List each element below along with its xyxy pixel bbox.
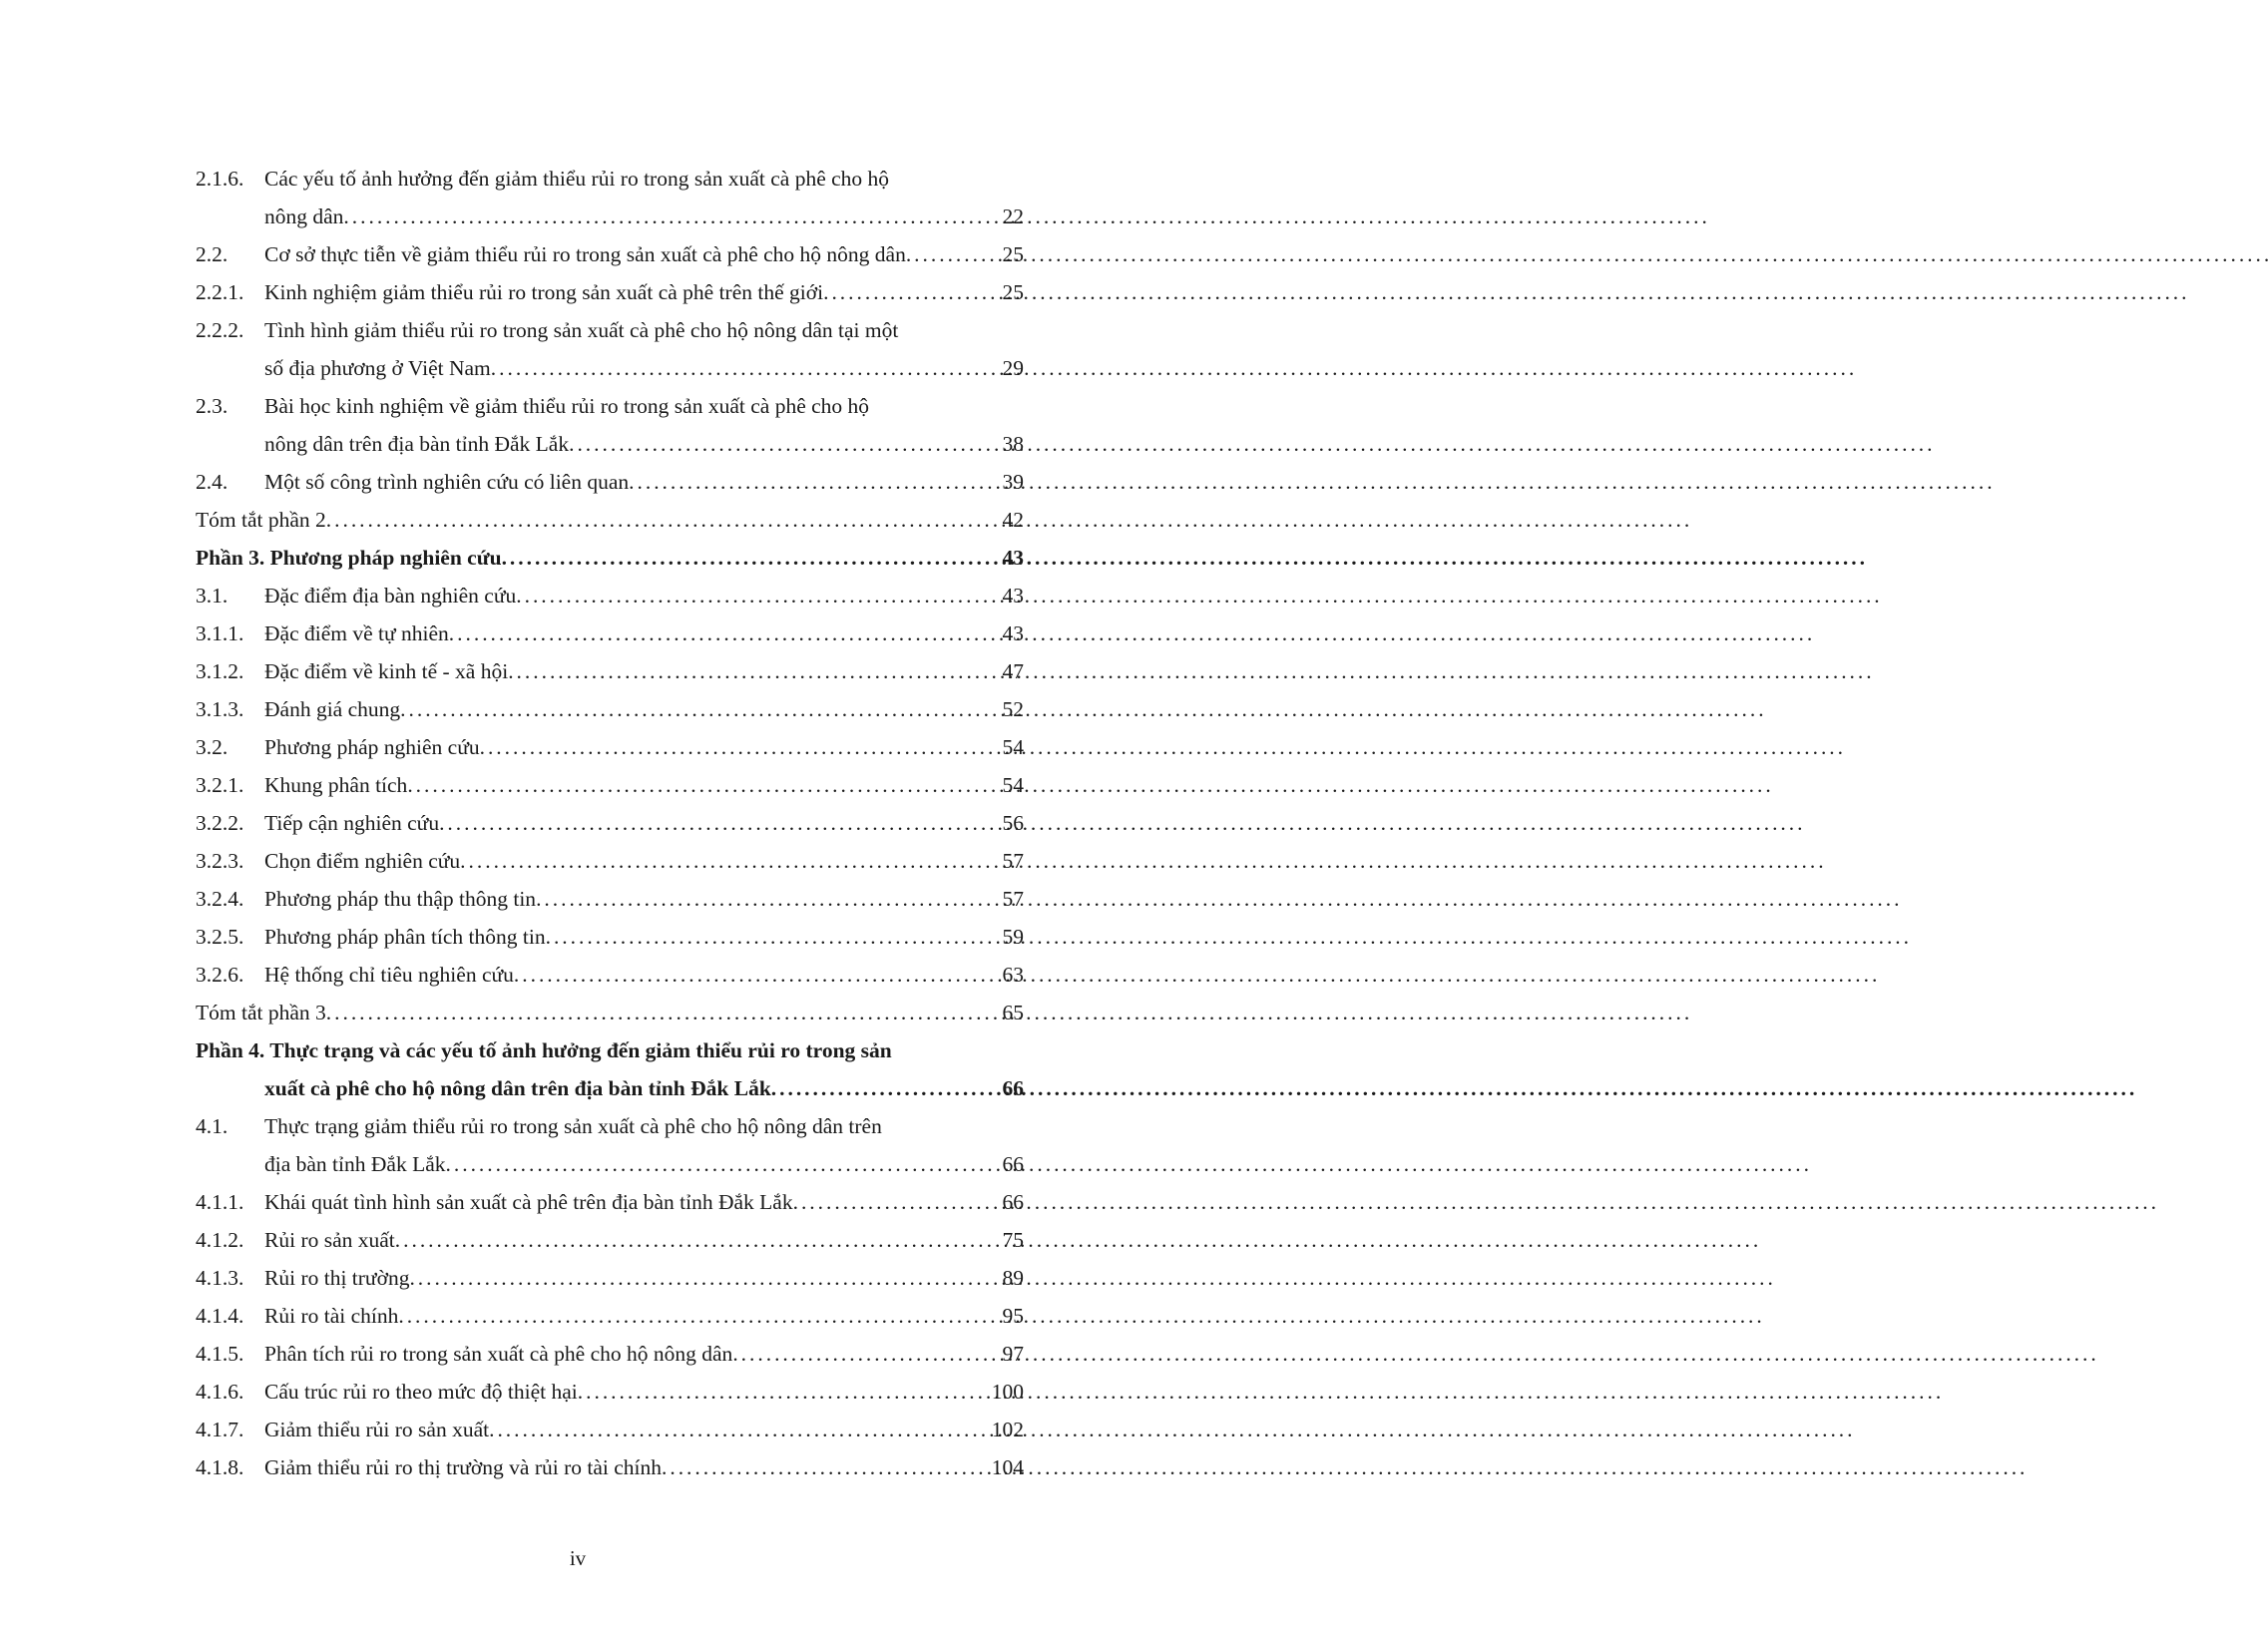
toc-entry-title: Giảm thiểu rủi ro sản xuất xyxy=(264,1418,490,1441)
toc-entry[interactable] xyxy=(196,918,1024,956)
toc-entry-title: Khung phân tích xyxy=(264,773,408,797)
dot-leader xyxy=(569,425,1000,463)
toc-entry[interactable] xyxy=(196,1373,1024,1411)
dot-leader xyxy=(793,1183,1001,1221)
toc-entry-page: 66 xyxy=(1002,1076,1024,1100)
dot-leader xyxy=(409,1259,1000,1297)
toc-entry[interactable] xyxy=(196,387,1024,463)
toc-entry-title: Tình hình giảm thiểu rủi ro trong sản xuất cà phê cho hộ nông dân tại một xyxy=(264,318,899,342)
toc-entry[interactable] xyxy=(196,311,1024,387)
toc-entry-title: Một số công trình nghiên cứu có liên quan xyxy=(264,470,630,494)
dot-leader xyxy=(514,956,1001,994)
toc-entry-number: 3.2. xyxy=(196,735,228,759)
dot-leader xyxy=(439,804,1000,842)
toc-entry-title: Hệ thống chỉ tiêu nghiên cứu xyxy=(264,963,514,987)
toc-entry-number: 4.1.8. xyxy=(196,1455,244,1479)
toc-entry-title: Đặc điểm địa bàn nghiên cứu xyxy=(264,584,517,608)
toc-entry-title: Tiếp cận nghiên cứu xyxy=(264,811,440,835)
toc-entry[interactable] xyxy=(196,1448,1024,1486)
toc-entry-title: Cơ sở thực tiễn về giảm thiểu rủi ro trong sản xuất cà phê cho hộ nông dân xyxy=(264,242,906,266)
toc-entry[interactable] xyxy=(196,1335,1024,1373)
toc-entry-page: 29 xyxy=(1002,356,1024,380)
toc-entry-title: Đặc điểm về tự nhiên xyxy=(264,621,449,645)
toc-entry-page: 100 xyxy=(991,1380,1024,1404)
toc-entry-number: 3.2.4. xyxy=(196,887,244,911)
toc-entry-title: Khái quát tình hình sản xuất cà phê trên địa bàn tỉnh Đắk Lắk xyxy=(264,1190,793,1214)
dot-leader xyxy=(906,235,1001,273)
dot-leader xyxy=(398,1297,1000,1335)
toc-entry-number: 3.1. xyxy=(196,584,228,608)
toc-entry-title: Rủi ro sản xuất xyxy=(264,1228,395,1252)
toc-entry-number: 4.1.2. xyxy=(196,1228,244,1252)
toc-entry-title: Rủi ro thị trường xyxy=(264,1266,410,1290)
toc-entry-page: 42 xyxy=(1002,508,1024,532)
toc-entry-page: 25 xyxy=(1002,280,1024,304)
toc-entry-title: Cấu trúc rủi ro theo mức độ thiệt hại xyxy=(264,1380,578,1404)
toc-entry-number: 4.1.5. xyxy=(196,1342,244,1366)
toc-entry-title: xuất cà phê cho hộ nông dân trên địa bàn tỉnh Đắk Lắk xyxy=(264,1076,771,1100)
toc-entry-title: Chọn điểm nghiên cứu xyxy=(264,849,461,873)
toc-entry[interactable] xyxy=(196,614,1024,652)
toc-entry-title: Phương pháp thu thập thông tin xyxy=(264,887,537,911)
toc-entry[interactable] xyxy=(196,1411,1024,1448)
toc-entry-page: 63 xyxy=(1002,963,1024,987)
toc-entry-title: Các yếu tố ảnh hưởng đến giảm thiểu rủi ro trong sản xuất cà phê cho hộ xyxy=(264,167,890,191)
toc-entry-number: 3.2.3. xyxy=(196,849,244,873)
dot-leader xyxy=(502,539,1001,577)
toc-entry-number: 4.1. xyxy=(196,1114,228,1138)
toc-entry[interactable] xyxy=(196,1031,1024,1107)
toc-entry[interactable] xyxy=(196,956,1024,994)
dot-leader xyxy=(446,1145,1001,1183)
toc-entry-page: 22 xyxy=(1002,204,1024,228)
dot-leader xyxy=(823,273,1000,311)
toc-entry[interactable] xyxy=(196,690,1024,728)
toc-entry-page: 66 xyxy=(1002,1152,1024,1176)
toc-entry-title: Phương pháp nghiên cứu xyxy=(264,735,480,759)
toc-entry-number: 3.2.5. xyxy=(196,925,244,949)
toc-entry-number: 3.1.3. xyxy=(196,697,244,721)
toc-entry[interactable] xyxy=(196,652,1024,690)
toc-entry-page: 89 xyxy=(1002,1266,1024,1290)
page-number: iv xyxy=(569,1546,587,1570)
toc-entry-page: 57 xyxy=(1002,849,1024,873)
dot-leader xyxy=(400,690,1000,728)
toc-entry-number: 2.3. xyxy=(196,394,228,418)
toc-entry-number: 2.4. xyxy=(196,470,228,494)
toc-entry-title: Phần 4. Thực trạng và các yếu tố ảnh hưởng đến giảm thiểu rủi ro trong sản xyxy=(196,1038,892,1062)
dot-leader xyxy=(449,614,1001,652)
toc-entry-title: Kinh nghiệm giảm thiểu rủi ro trong sản xuất cà phê trên thế giới xyxy=(264,280,824,304)
toc-entry-title: Rủi ro tài chính xyxy=(264,1304,399,1328)
toc-entry-page: 43 xyxy=(1002,621,1024,645)
dot-leader xyxy=(489,1411,990,1448)
toc-entry[interactable] xyxy=(196,273,1024,311)
toc-entry-number: 4.1.4. xyxy=(196,1304,244,1328)
toc-entry-page: 52 xyxy=(1002,697,1024,721)
toc-entry[interactable] xyxy=(196,842,1024,880)
dot-leader xyxy=(326,994,1001,1031)
toc-entry[interactable] xyxy=(196,766,1024,804)
toc-entry-number: 2.2.1. xyxy=(196,280,244,304)
dot-leader xyxy=(407,766,1000,804)
toc-entry[interactable] xyxy=(196,160,1024,235)
toc-entry-page: 65 xyxy=(1002,1001,1024,1024)
toc-entry[interactable] xyxy=(196,539,1024,577)
toc-entry-title: Phần 3. Phương pháp nghiên cứu xyxy=(196,546,502,570)
toc-entry-page: 57 xyxy=(1002,887,1024,911)
toc-entry-page: 56 xyxy=(1002,811,1024,835)
table-of-contents xyxy=(196,160,1024,1486)
toc-entry-page: 75 xyxy=(1002,1228,1024,1252)
dot-leader xyxy=(516,577,1000,614)
toc-entry-title: Tóm tắt phần 3 xyxy=(196,1001,326,1024)
toc-entry-page: 39 xyxy=(1002,470,1024,494)
toc-entry-page: 102 xyxy=(991,1418,1024,1441)
toc-entry-page: 43 xyxy=(1002,584,1024,608)
toc-entry-number: 4.1.1. xyxy=(196,1190,244,1214)
toc-entry-number: 4.1.6. xyxy=(196,1380,244,1404)
toc-entry-page: 54 xyxy=(1002,773,1024,797)
toc-entry-title: Phân tích rủi ro trong sản xuất cà phê cho hộ nông dân xyxy=(264,1342,733,1366)
toc-entry-number: 2.1.6. xyxy=(196,167,244,191)
toc-entry-title: Tóm tắt phần 2 xyxy=(196,508,326,532)
dot-leader xyxy=(732,1335,1000,1373)
dot-leader xyxy=(508,652,1000,690)
toc-entry-page: 47 xyxy=(1002,659,1024,683)
toc-entry-number: 2.2. xyxy=(196,242,228,266)
dot-leader xyxy=(460,842,1000,880)
toc-entry[interactable] xyxy=(196,1297,1024,1335)
toc-entry-title: nông dân xyxy=(264,204,344,228)
toc-entry[interactable] xyxy=(196,1183,1024,1221)
toc-entry[interactable] xyxy=(196,1107,1024,1183)
dot-leader xyxy=(536,880,1000,918)
toc-entry-number: 3.2.1. xyxy=(196,773,244,797)
toc-entry-number: 3.1.1. xyxy=(196,621,244,645)
toc-entry-title: Giảm thiểu rủi ro thị trường và rủi ro tài chính xyxy=(264,1455,662,1479)
toc-entry[interactable] xyxy=(196,880,1024,918)
toc-entry-title: nông dân trên địa bàn tỉnh Đắk Lắk xyxy=(264,432,570,456)
toc-entry-page: 97 xyxy=(1002,1342,1024,1366)
toc-entry-number: 3.1.2. xyxy=(196,659,244,683)
toc-entry-number: 3.2.2. xyxy=(196,811,244,835)
toc-entry-title: Đặc điểm về kinh tế - xã hội xyxy=(264,659,509,683)
toc-entry[interactable] xyxy=(196,235,1024,273)
toc-entry-page: 66 xyxy=(1002,1190,1024,1214)
toc-entry-page: 104 xyxy=(991,1455,1024,1479)
toc-entry-number: 4.1.3. xyxy=(196,1266,244,1290)
dot-leader xyxy=(662,1448,990,1486)
toc-entry[interactable] xyxy=(196,577,1024,614)
toc-entry-page: 38 xyxy=(1002,432,1024,456)
toc-entry[interactable] xyxy=(196,501,1024,539)
toc-entry-number: 4.1.7. xyxy=(196,1418,244,1441)
dot-leader xyxy=(326,501,1001,539)
toc-entry[interactable] xyxy=(196,1259,1024,1297)
toc-entry-number: 3.2.6. xyxy=(196,963,244,987)
toc-entry-title: Đánh giá chung xyxy=(264,697,401,721)
dot-leader xyxy=(343,198,1000,235)
toc-entry[interactable] xyxy=(196,994,1024,1031)
dot-leader xyxy=(491,349,1001,387)
toc-entry-title: số địa phương ở Việt Nam xyxy=(264,356,491,380)
toc-entry-title: Phương pháp phân tích thông tin xyxy=(264,925,546,949)
toc-entry-page: 25 xyxy=(1002,242,1024,266)
toc-entry[interactable] xyxy=(196,463,1024,501)
dot-leader xyxy=(578,1373,990,1411)
toc-entry-page: 95 xyxy=(1002,1304,1024,1328)
toc-entry[interactable] xyxy=(196,1221,1024,1259)
dot-leader xyxy=(771,1069,1001,1107)
toc-entry[interactable] xyxy=(196,804,1024,842)
toc-entry-title: địa bàn tỉnh Đắk Lắk xyxy=(264,1152,446,1176)
toc-entry-page: 43 xyxy=(1002,546,1024,570)
dot-leader xyxy=(395,1221,1001,1259)
toc-entry-title: Bài học kinh nghiệm về giảm thiểu rủi ro trong sản xuất cà phê cho hộ xyxy=(264,394,870,418)
toc-entry-title: Thực trạng giảm thiểu rủi ro trong sản xuất cà phê cho hộ nông dân trên xyxy=(264,1114,882,1138)
dot-leader xyxy=(629,463,1000,501)
toc-entry-page: 59 xyxy=(1002,925,1024,949)
toc-entry-page: 54 xyxy=(1002,735,1024,759)
toc-entry-number: 2.2.2. xyxy=(196,318,244,342)
dot-leader xyxy=(480,728,1001,766)
dot-leader xyxy=(546,918,1001,956)
toc-entry[interactable] xyxy=(196,728,1024,766)
